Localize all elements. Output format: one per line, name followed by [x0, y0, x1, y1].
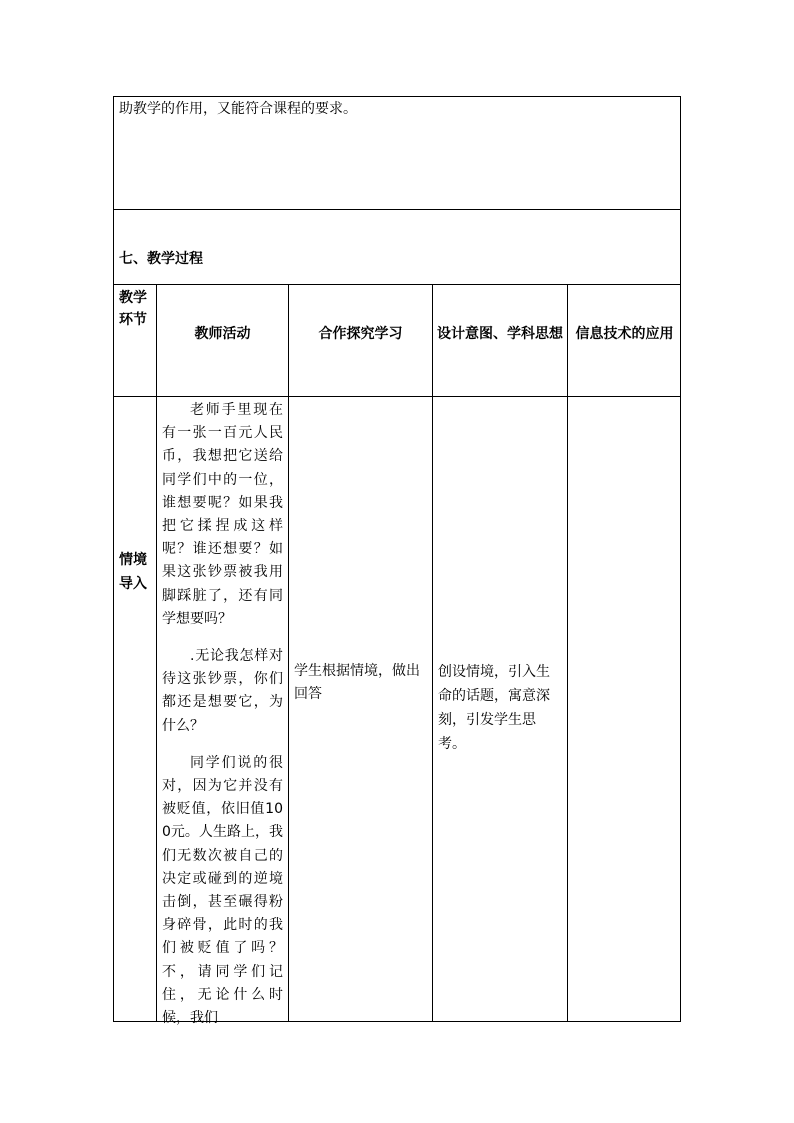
- teacher-paragraph: 同学们说的很对，因为它并没有被贬值，依旧值100元。人生路上，我们无数次被自己的决定或碰到的逆境击倒，甚至碾得粉身碎骨，此时的我们被贬值了吗？不，请同学们记住，无论什么时候，我们: [162, 754, 283, 1027]
- header-it-application: 信息技术的应用: [575, 326, 674, 342]
- teacher-paragraph: 老师手里现在有一张一百元人民币，我想把它送给同学们中的一位，谁想要呢？如果我把它揉捏成这样呢？谁还想要？如果这张钞票被我用脚踩脏了，还有同学想要吗？: [162, 402, 283, 627]
- header-stage: 教学环节: [119, 290, 147, 328]
- top-cell-text: 助教学的作用，又能符合课程的要求。: [119, 101, 357, 117]
- cooperative-learning-text: 学生根据情境，做出回答: [294, 663, 420, 702]
- col-divider-4: [567, 284, 568, 1022]
- design-intent-text: 创设情境，引入生命的话题，寓意深刻，引发学生思考。: [438, 664, 550, 752]
- col-divider-1: [156, 284, 157, 1022]
- col-divider-2: [288, 284, 289, 1022]
- stage-label: 情境导入: [119, 552, 147, 592]
- col-divider-3: [432, 284, 433, 1022]
- section-heading: 七、教学过程: [119, 251, 203, 267]
- teacher-activity-cell: [162, 399, 283, 1030]
- teacher-paragraph: .无论我怎样对待这张钞票，你们都还是想要它，为什么？: [162, 648, 283, 734]
- row-divider-header: [113, 396, 681, 397]
- header-teacher-activity: 教师活动: [194, 326, 251, 342]
- header-design-intent: 设计意图、学科思想: [437, 326, 563, 342]
- row-divider-top-cell: [113, 209, 681, 210]
- header-cooperative-learning: 合作探究学习: [318, 326, 403, 342]
- row-divider-section: [113, 284, 681, 285]
